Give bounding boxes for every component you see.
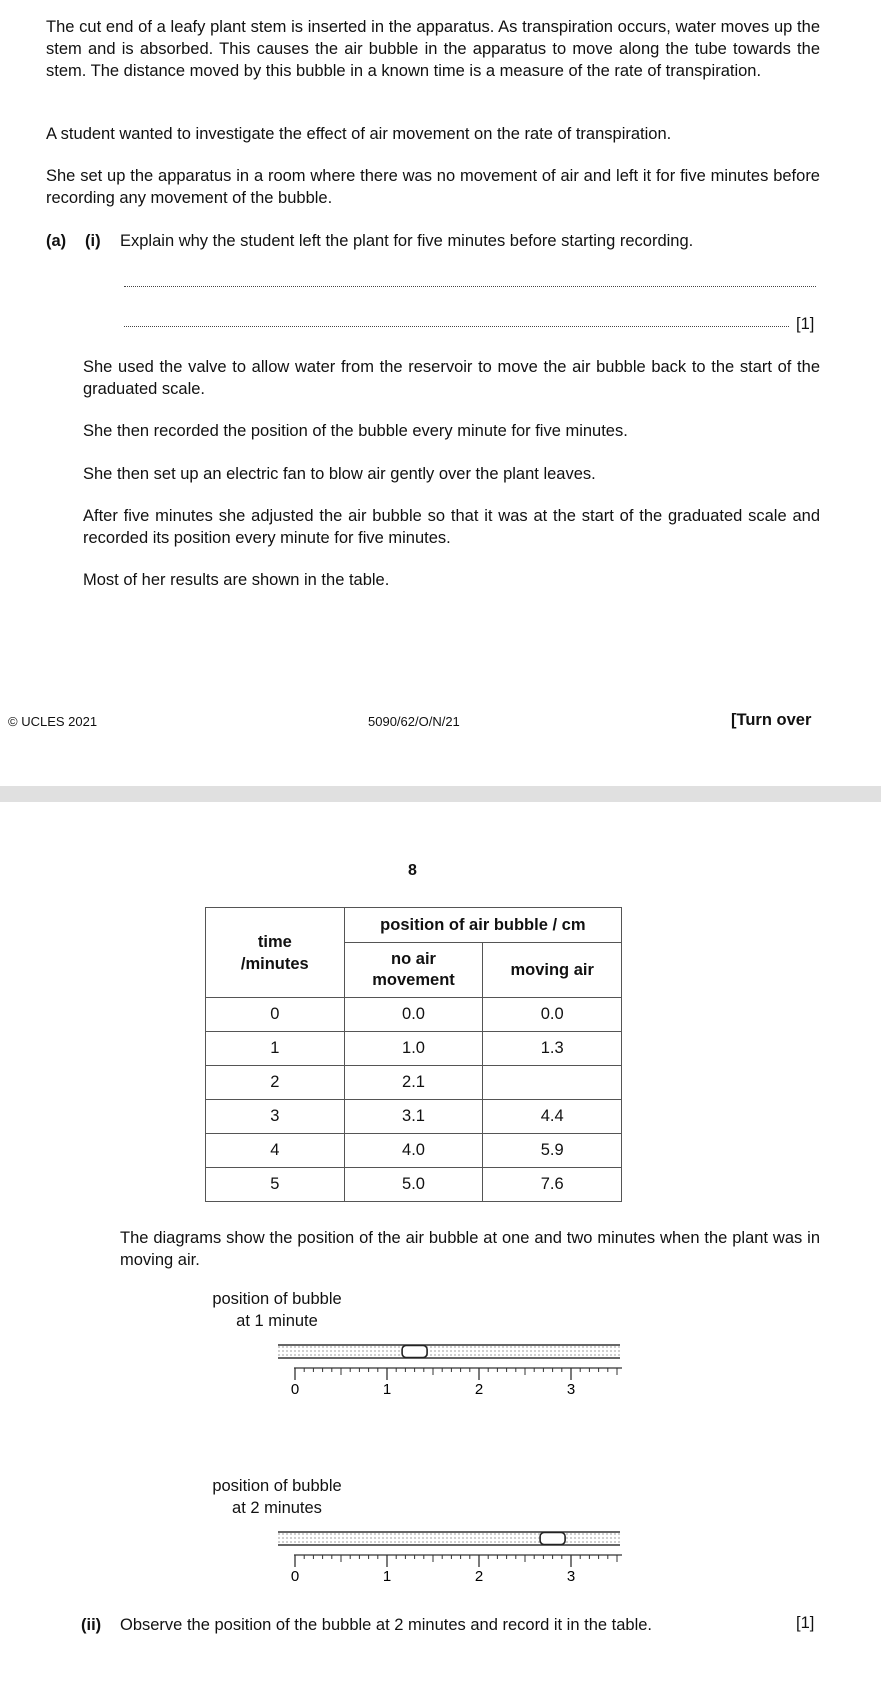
cell-time: 5 [206,1168,345,1202]
mark-allocation-1: [1] [796,315,815,333]
header-time: time /minutes [206,908,345,998]
table-row [206,1066,622,1100]
cell-no-air: 5.0 [344,1168,483,1202]
table-row [206,998,622,1032]
intro-paragraph: The cut end of a leafy plant stem is inserted in the apparatus. As transpiration occurs, water moves up the stem and is absorbed. This causes the air bubble in the apparatus to move along the tube towards the stem. The distance moved by this bubble in a known time is a measure of the rate of transpiration. [46,18,820,80]
tick-label-2: 2 [474,1381,484,1398]
table-row [206,1134,622,1168]
bubble-diagram-2m [270,1525,630,1589]
question-i-label: (i) [85,232,101,250]
air-bubble [540,1533,565,1545]
table-row [206,1168,622,1202]
cell-moving-blank[interactable] [483,1066,622,1100]
tick-label-0: 0 [290,1568,300,1585]
cell-moving: 0.0 [483,998,622,1032]
question-i-text: Explain why the student left the plant for five minutes before starting recording. [120,232,694,250]
cell-time: 4 [206,1134,345,1168]
cell-time: 2 [206,1066,345,1100]
table-row [206,1032,622,1066]
fan-paragraph: She then set up an electric fan to blow air gently over the plant leaves. [83,465,596,483]
cell-moving: 5.9 [483,1134,622,1168]
aim-paragraph: A student wanted to investigate the effect of air movement on the rate of transpiration. [46,125,672,143]
tube-water-fill [278,1533,620,1544]
question-ii-label: (ii) [81,1616,102,1634]
tick-label-1: 1 [382,1568,392,1585]
diagram1-label: position of bubble at 1 minute [212,1290,342,1330]
tick-label-0: 0 [290,1381,300,1398]
answer-line-1[interactable] [124,285,816,287]
cell-time: 1 [206,1032,345,1066]
copyright-text: © UCLES 2021 [8,714,98,729]
diagram2-label: position of bubble at 2 minutes [212,1477,342,1517]
results-table [205,907,622,1202]
tick-label-2: 2 [474,1568,484,1585]
cell-time: 3 [206,1100,345,1134]
turn-over-text: [Turn over [731,711,812,729]
cell-moving: 1.3 [483,1032,622,1066]
header-moving-air: moving air [483,943,622,998]
valve-paragraph: She used the valve to allow water from the reservoir to move the air bubble back to the start of the graduated scale. [83,358,820,398]
cell-moving: 4.4 [483,1100,622,1134]
mark-allocation-2: [1] [796,1614,815,1632]
cell-moving: 7.6 [483,1168,622,1202]
page-break [0,786,881,802]
tick-label-1: 1 [382,1381,392,1398]
record-paragraph: She then recorded the position of the bubble every minute for five minutes. [83,422,628,440]
cell-time: 0 [206,998,345,1032]
cell-no-air: 2.1 [344,1066,483,1100]
results-paragraph: Most of her results are shown in the table. [83,571,390,589]
answer-line-2[interactable] [124,325,789,327]
paper-code: 5090/62/O/N/21 [368,714,460,729]
cell-no-air: 0.0 [344,998,483,1032]
scale-ticks [295,1368,617,1380]
scale-ticks [295,1555,617,1567]
header-position: position of air bubble / cm [344,908,621,943]
cell-no-air: 3.1 [344,1100,483,1134]
bubble-diagram-1m [270,1338,630,1402]
tick-label-3: 3 [566,1381,576,1398]
air-bubble [402,1346,427,1358]
table-row [206,1100,622,1134]
cell-no-air: 1.0 [344,1032,483,1066]
question-ii-text: Observe the position of the bubble at 2 minutes and record it in the table. [120,1616,652,1634]
cell-no-air: 4.0 [344,1134,483,1168]
header-no-air: no air movement [344,943,483,998]
setup-paragraph: She set up the apparatus in a room where there was no movement of air and left it for five minutes before recording any movement of the bubble. [46,167,820,207]
diagram-intro: The diagrams show the position of the air bubble at one and two minutes when the plant was in moving air. [120,1229,820,1269]
question-a-label: (a) [46,232,67,250]
page-number: 8 [408,862,417,879]
tick-label-3: 3 [566,1568,576,1585]
adjust-paragraph: After five minutes she adjusted the air bubble so that it was at the start of the graduated scale and recorded its position every minute for five minutes. [83,507,820,547]
tube-water-fill [278,1346,620,1357]
